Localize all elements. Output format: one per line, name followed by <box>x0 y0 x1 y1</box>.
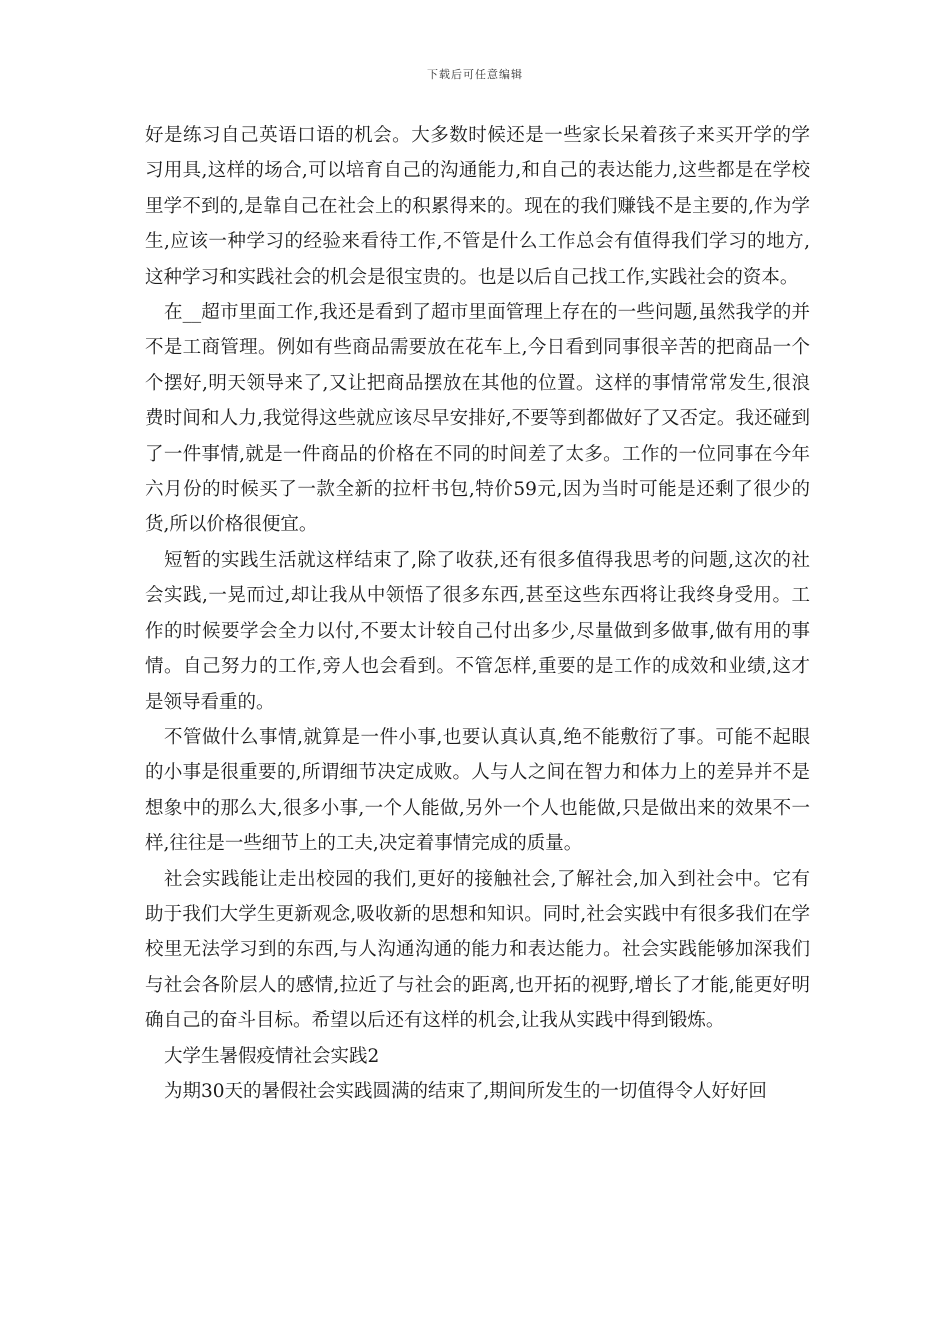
section-first-paragraph: 为期30天的暑假社会实践圆满的结束了,期间所发生的一切值得令人好好回 <box>164 1080 767 1102</box>
paragraph-3: 短暂的实践生活就这样结束了,除了收获,还有很多值得我思考的问题,这次的社会实践,一晃而过,却让我从中领悟了很多东西,甚至这些东西将让我终身受用。工作的时候要学会全力以付,不要太计较自己付出多少,尽量做到多做事,做有用的事情。自己努力的工作,旁人也会看到。不管怎样,重要的是工作的成效和业绩,这才是领导看重的。 <box>145 549 810 713</box>
page-header: 下载后可任意编辑 <box>427 68 523 81</box>
paragraph-2: 在__超市里面工作,我还是看到了超市里面管理上存在的一些问题,虽然我学的并不是工商管理。例如有些商品需要放在花车上,今日看到同事很辛苦的把商品一个个摆好,明天领导来了,又让把商品摆放在其他的位置。这样的事情常常发生,很浪费时间和人力,我觉得这些就应该尽早安排好,不要等到都做好了又否定。我还碰到了一件事情,就是一件商品的价格在不同的时间差了太多。工作的一位同事在今年六月份的时候买了一款全新的拉杆书包,特价59元,因为当时可能是还剩了很少的货,所以价格很便宜。 <box>145 302 810 536</box>
paragraph-4: 不管做什么事情,就算是一件小事,也要认真认真,绝不能敷衍了事。可能不起眼的小事是很重要的,所谓细节决定成败。人与人之间在智力和体力上的差异并不是想象中的那么大,很多小事,一个人能做,另外一个人也能做,只是做出来的效果不一样,往往是一些细节上的工夫,决定着事情完成的质量。 <box>145 726 810 855</box>
paragraph-5: 社会实践能让走出校园的我们,更好的接触社会,了解社会,加入到社会中。它有助于我们大学生更新观念,吸收新的思想和知识。同时,社会实践中有很多我们在学校里无法学习到的东西,与人沟通沟通的能力和表达能力。社会实践能够加深我们与社会各阶层人的感情,拉近了与社会的距离,也开拓的视野,增长了才能,能更好明确自己的奋斗目标。希望以后还有这样的机会,让我从实践中得到锻炼。 <box>145 868 810 1032</box>
section-title: 大学生暑假疫情社会实践2 <box>164 1045 380 1067</box>
paragraph-1: 好是练习自己英语口语的机会。大多数时候还是一些家长呆着孩子来买开学的学习用具,这样的场合,可以培育自己的沟通能力,和自己的表达能力,这些都是在学校里学不到的,是靠自己在社会上的积累得来的。现在的我们赚钱不是主要的,作为学生,应该一种学习的经验来看待工作,不管是什么工作总会有值得我们学习的地方,这种学习和实践社会的机会是很宝贵的。也是以后自己找工作,实践社会的资本。 <box>145 125 810 288</box>
document-body <box>145 118 810 1109</box>
